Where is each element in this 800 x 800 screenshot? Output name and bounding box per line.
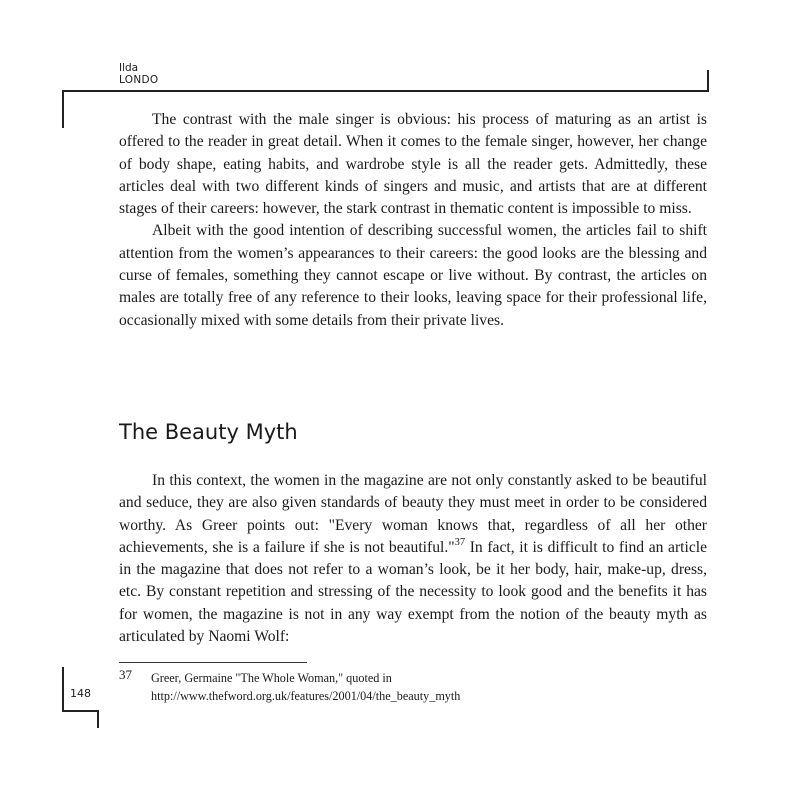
footnote [119,669,679,705]
header-rule-left-tick [62,90,64,128]
paragraph: Albeit with the good intention of describing successful women, the articles fail to shift attention from the women’s appearances to their careers: the good looks are the blessing and curse of females, something they cannot escape or live without. By contrast, the articles on males are totally free of any reference to their looks, leaving space for their professional life, occasionally mixed with some details from their private lives. [119,222,707,329]
footnote-reference[interactable]: 37 [454,536,466,548]
body-text-section [119,470,707,648]
paragraph-text-part2: In fact, it is difficult to find an article in the magazine that does not refer to a woman’s look, be it her body, hair, make-up, dress, etc. By constant repetition and stressing of the necessity to look good and the benefits it has for women, the magazine is not in any way exempt from the notion of the beauty myth as articulated by Naomi Wolf: [119,538,707,646]
author-first-name: Ilda [119,62,139,74]
body-text-top [119,109,707,332]
page-number: 148 [70,687,91,700]
footnote-separator [119,662,307,663]
header-rule-right-tick [707,70,709,91]
paragraph-text-part1: In this context, the women in the magazine are not only constantly asked to be beautiful and seduce, they are also given standards of beauty they must meet in order to be considered worthy. As Greer points out: "Every woman knows that, regardless of all her other achievements, she is a failure if she is not beautiful." [119,472,707,556]
running-head [119,62,158,86]
footnote-citation: Greer, Germaine "The Whole Woman," quoted in [151,671,392,685]
footnote-url[interactable]: http://www.thefword.org.uk/features/2001/04/the_beauty_myth [151,689,461,703]
footnote-number: 37 [119,667,132,682]
page-number-rule-left [62,667,64,711]
paragraph [119,470,707,648]
author-last-name: LONDO [119,74,159,86]
section-heading: The Beauty Myth [119,420,298,444]
header-rule-horizontal [62,90,709,92]
page-number-rule-bottom [62,710,98,712]
page-number-rule-right [97,710,99,728]
paragraph: The contrast with the male singer is obvious: his process of maturing as an artist is offered to the reader in great detail. When it comes to the female singer, however, her change of body shape, eating habits, and wardrobe style is all the reader gets. Admittedly, these articles deal with two different kinds of singers and music, and artists that are at different stages of their careers: however, the stark contrast in thematic content is impossible to miss. [119,111,707,218]
